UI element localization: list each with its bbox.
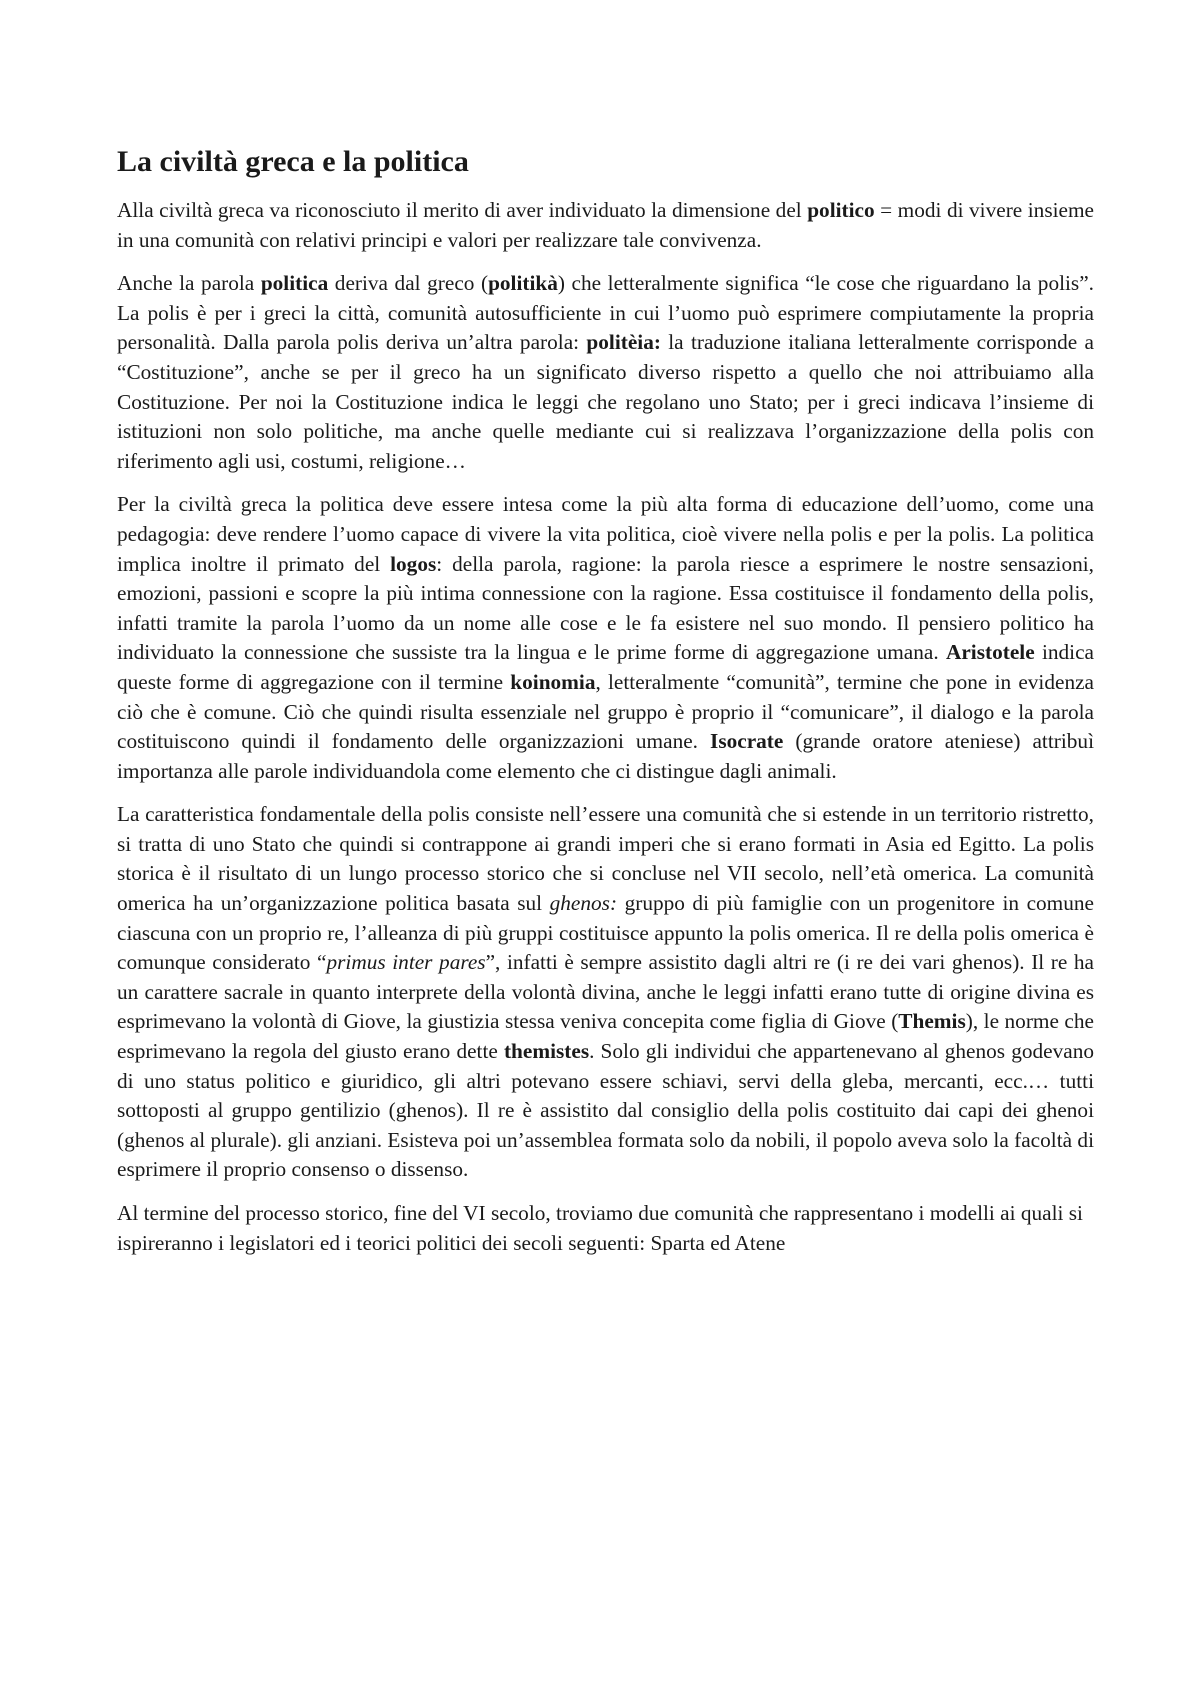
- text-run: , letteralmente “comunità”, termine che pone in evidenza ciò che è comune. Ciò che quindi risulta essenziale nel gruppo è proprio il “comunicare”, il dialogo e la parola costituiscono quindi il fondamento delle organizzazioni umane.: [117, 669, 1094, 754]
- bold-term-koinomia: koinomia: [510, 669, 596, 694]
- paragraph-5: [117, 1199, 1094, 1258]
- text-run: indica queste forme di aggregazione con il termine: [117, 640, 1094, 694]
- text-run: . Solo gli individui che appartenevano al ghenos godevano di uno status politico e giuridico, gli altri potevano essere schiavi, servi della gleba, mercanti, ecc.… tutti sottoposti al gruppo gentilizio (ghenos). Il re è assistito dal consiglio della polis costituito dai capi dei ghenoi (ghenos al plurale). gli anziani. Esisteva poi un’assemblea formata solo da nobili, il popolo aveva solo la facoltà di esprimere il proprio consenso o dissenso.: [117, 1039, 1094, 1182]
- text-run: deriva dal greco (: [328, 271, 489, 296]
- bold-term-politico: politico: [807, 198, 875, 222]
- text-run: Per la civiltà greca la politica deve essere intesa come la più alta forma di educazione dell’uomo, come una pedagogia: deve rendere l’uomo capace di vivere la vita politica, cioè vivere nella polis e per la polis. La politica implica inoltre il primato del: [117, 492, 1094, 576]
- text-run: La caratteristica fondamentale della polis consiste nell’essere una comunità che si estende in un territorio ristretto, si tratta di uno Stato che quindi si contrappone ai grandi imperi che si erano formati in Asia ed Egitto. La polis storica è il risultato di un lungo processo storico che si concluse nel VII secolo, nell’età omerica. La comunità omerica ha un’organizzazione politica basata sul: [117, 802, 1094, 916]
- text-run: la traduzione italiana letteralmente corrisponde a “Costituzione”, anche se per il greco ha un significato diverso rispetto a quello che noi attribuiamo alla Costituzione. Per noi la Costituzione indica le leggi che regolano uno Stato; per i greci indicava l’insieme di istituzioni non solo politiche, ma anche quelle mediante cui si realizzava l’organizzazione della polis con riferimento agli usi, costumi, religione…: [117, 330, 1094, 473]
- bold-term-isocrate: Isocrate: [710, 729, 784, 754]
- text-run: Alla civiltà greca va riconosciuto il merito di aver individuato la dimensione del: [117, 198, 808, 222]
- paragraph-1: [117, 196, 1094, 255]
- bold-term-themis: Themis: [898, 1009, 966, 1034]
- text-run: = modi di vivere insieme in una comunità con relativi principi e valori per realizzare tale convivenza.: [117, 198, 1094, 252]
- paragraph-2: [117, 269, 1094, 476]
- paragraph-4: [117, 800, 1094, 1185]
- text-run: Anche la parola: [117, 271, 261, 296]
- text-run: gruppo di più famiglie con un progenitore in comune ciascuna con un proprio re, l’alleanza di più gruppi costituisce appunto la polis omerica. Il re della polis omerica è comunque considerato “: [117, 891, 1095, 975]
- bold-term-aristotele: Aristotele: [945, 640, 1035, 665]
- text-run: (grande oratore ateniese) attribuì importanza alle parole individuandola come elemento che ci distingue dagli animali.: [117, 729, 1094, 783]
- bold-term-politica: politica: [260, 271, 329, 296]
- italic-term-primus-inter-pares: primus inter pares: [326, 950, 486, 975]
- text-run: ”, infatti è sempre assistito dagli altri re (i re dei vari ghenos). Il re ha un carattere sacrale in quanto interprete della volontà divina, anche le leggi infatti erano tutte di origine divina es esprimevano la volontà di Giove, la giustizia stessa veniva concepita come figlia di Giove (: [117, 950, 1095, 1034]
- text-run: ), le norme che esprimevano la regola del giusto erano dette: [117, 1009, 1094, 1064]
- bold-term-themistes: themistes: [503, 1039, 590, 1064]
- bold-term-politika: politikà: [488, 271, 558, 296]
- paragraph-3: [117, 490, 1094, 786]
- bold-term-politeia: politèia:: [586, 330, 661, 355]
- text-run: : della parola, ragione: la parola riesce a esprimere le nostre sensazioni, emozioni, passioni e scopre la più intima connessione con la ragione. Essa costituisce il fondamento della polis, infatti tramite la parola l’uomo da un nome alle cose e le fa esistere nel suo mondo. Il pensiero politico ha individuato la connessione che sussiste tra la lingua e le prime forme di aggregazione umana.: [117, 551, 1094, 665]
- bold-term-logos: logos: [390, 551, 437, 576]
- text-run: ) che letteralmente significa “le cose che riguardano la polis”. La polis è per i greci la città, comunità autosufficiente in cui l’uomo può esprimere compiutamente la propria personalità. Dalla parola polis deriva un’altra parola:: [117, 271, 1094, 355]
- text-run: Al termine del processo storico, fine del VI secolo, troviamo due comunità che rappresentano i modelli ai quali si ispireranno i legislatori ed i teorici politici dei secoli seguenti: Sparta ed Atene: [117, 1201, 1083, 1255]
- document-title: La civiltà greca e la politica: [117, 145, 469, 178]
- italic-term-ghenos: ghenos:: [549, 891, 618, 916]
- document-page: [117, 142, 1094, 1272]
